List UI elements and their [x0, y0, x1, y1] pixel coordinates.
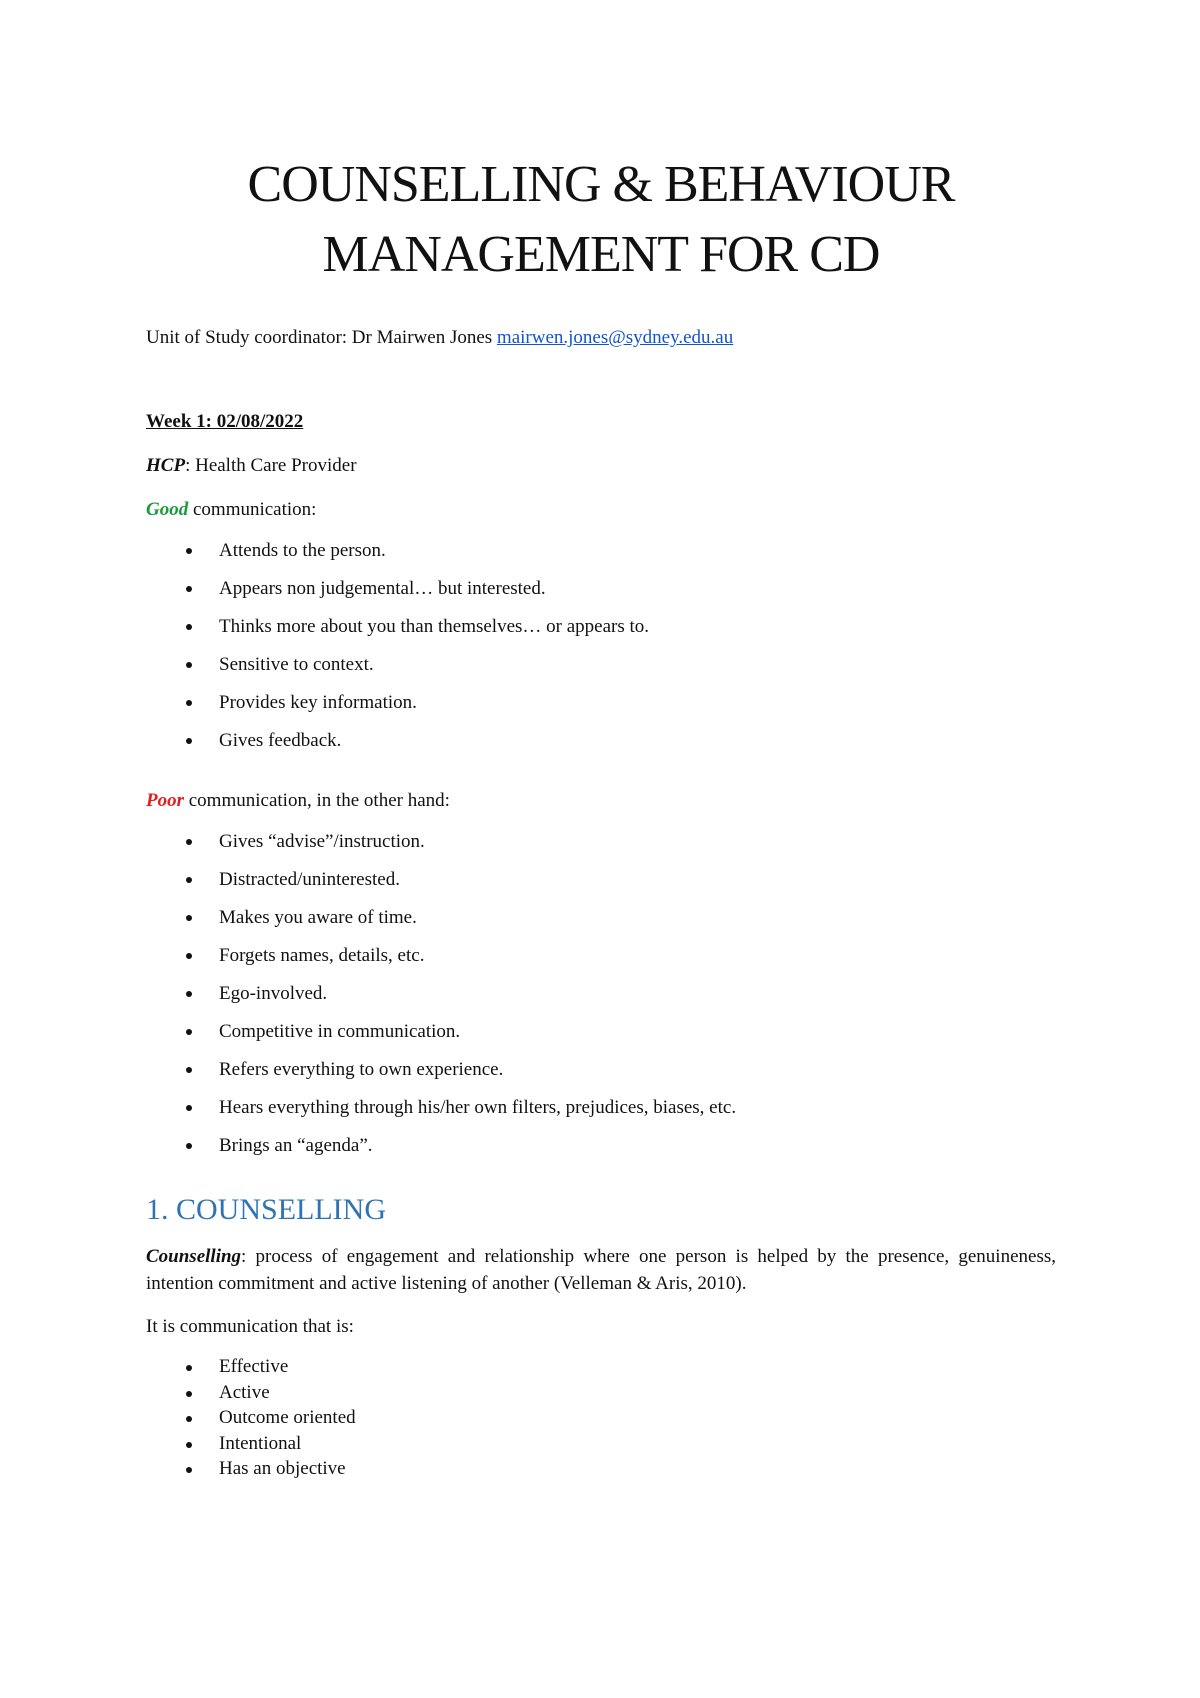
communication-intro: It is communication that is: — [146, 1316, 354, 1337]
list-item: Effective — [146, 1354, 1056, 1380]
list-item: Brings an “agenda”. — [146, 1132, 1056, 1159]
list-item: Forgets names, details, etc. — [146, 942, 1056, 969]
list-item: Competitive in communication. — [146, 1018, 1056, 1045]
poor-term: Poor — [146, 790, 184, 811]
list-item: Hears everything through his/her own filters, prejudices, biases, etc. — [146, 1094, 1056, 1121]
poor-communication-list — [146, 828, 1056, 1159]
coordinator-label: Unit of Study coordinator: Dr Mairwen Jones — [146, 327, 497, 348]
list-item: Ego-involved. — [146, 980, 1056, 1007]
counselling-definition-text: : process of engagement and relationship where one person is helped by the presence, genuineness, intention commitment and active listening of another (Velleman & Aris, 2010). — [146, 1246, 1056, 1294]
good-text: communication: — [188, 499, 317, 520]
list-item: Thinks more about you than themselves… or appears to. — [146, 613, 1056, 640]
list-item: Distracted/uninterested. — [146, 866, 1056, 893]
list-item: Refers everything to own experience. — [146, 1056, 1056, 1083]
hcp-text: : Health Care Provider — [185, 455, 357, 476]
title-line-2: MANAGEMENT FOR CD — [322, 226, 880, 283]
hcp-definition — [146, 452, 1056, 479]
list-item: Outcome oriented — [146, 1405, 1056, 1431]
list-item: Appears non judgemental… but interested. — [146, 575, 1056, 602]
good-communication-list — [146, 537, 1056, 754]
list-item: Gives feedback. — [146, 727, 1056, 754]
document-title — [146, 150, 1056, 290]
list-item: Provides key information. — [146, 689, 1056, 716]
hcp-term: HCP — [146, 455, 186, 476]
list-item: Gives “advise”/instruction. — [146, 828, 1056, 855]
good-term: Good — [146, 499, 189, 520]
coordinator-email-link[interactable]: mairwen.jones@sydney.edu.au — [496, 327, 734, 348]
counselling-term: Counselling — [146, 1246, 242, 1267]
week-heading: Week 1: 02/08/2022 — [146, 411, 304, 432]
poor-text: communication, in the other hand: — [184, 790, 450, 811]
list-item: Attends to the person. — [146, 537, 1056, 564]
poor-communication-heading — [146, 787, 1056, 814]
coordinator-line — [146, 324, 1056, 351]
list-item: Active — [146, 1380, 1056, 1406]
counselling-definition — [146, 1243, 1056, 1297]
good-communication-heading — [146, 496, 1056, 523]
communication-qualities-list — [146, 1354, 1056, 1482]
section-heading-counselling: 1. COUNSELLING — [146, 1193, 386, 1226]
list-item: Makes you aware of time. — [146, 904, 1056, 931]
title-line-1: COUNSELLING & BEHAVIOUR — [247, 156, 955, 213]
list-item: Has an objective — [146, 1456, 1056, 1482]
list-item: Sensitive to context. — [146, 651, 1056, 678]
document-content — [146, 150, 1056, 1482]
list-item: Intentional — [146, 1431, 1056, 1457]
